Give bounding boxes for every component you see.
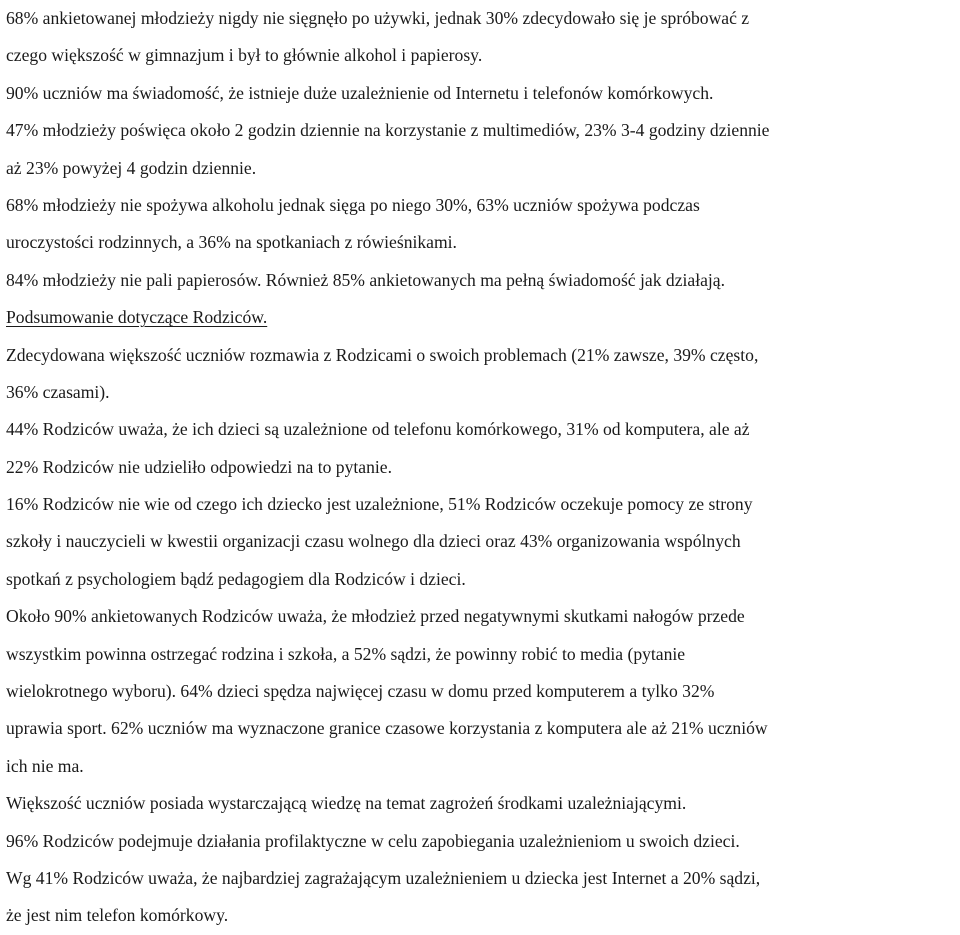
text-line: szkoły i nauczycieli w kwestii organizacji czasu wolnego dla dzieci oraz 43% organizowania wspólnych	[6, 531, 741, 552]
text-line: 90% uczniów ma świadomość, że istnieje duże uzależnienie od Internetu i telefonów komórkowych.	[6, 82, 714, 103]
paragraph-internet-addiction-awareness	[6, 75, 954, 112]
text-line: Większość uczniów posiada wystarczającą wiedzę na temat zagrożeń środkami uzależniającymi.	[6, 793, 687, 814]
paragraph-multimedia-time	[6, 112, 954, 187]
section-heading-parents-summary	[6, 299, 954, 336]
heading-text: Podsumowanie dotyczące Rodziców.	[6, 307, 268, 328]
document-body	[6, 0, 954, 935]
text-line: uprawia sport. 62% uczniów ma wyznaczone granice czasowe korzystania z komputera ale aż 21% uczniów	[6, 718, 768, 739]
paragraph-youth-stimulants	[6, 0, 954, 75]
paragraph-parent-prevention-actions	[6, 823, 954, 860]
paragraph-talking-with-parents	[6, 337, 954, 412]
text-line: 68% ankietowanej młodzieży nigdy nie sięgnęło po używki, jednak 30% zdecydowało się je spróbować z	[6, 8, 750, 28]
text-line: spotkań z psychologiem bądź pedagogiem dla Rodziców i dzieci.	[6, 568, 466, 589]
text-line: czego większość w gimnazjum i był to głównie alkohol i papierosy.	[6, 45, 483, 66]
paragraph-prevention-responsibility	[6, 598, 954, 785]
text-line: wszystkim powinna ostrzegać rodzina i szkoła, a 52% sądzi, że powinny robić to media (pytanie	[6, 643, 686, 664]
paragraph-greatest-threat	[6, 860, 954, 935]
text-line: 96% Rodziców podejmuje działania profilaktyczne w celu zapobiegania uzależnieniom u swoich dzieci.	[6, 830, 740, 851]
text-line: 44% Rodziców uważa, że ich dzieci są uzależnione od telefonu komórkowego, 31% od komputera, ale aż	[6, 419, 750, 440]
text-line: 16% Rodziców nie wie od czego ich dziecko jest uzależnione, 51% Rodziców oczekuje pomocy ze strony	[6, 494, 753, 515]
text-line: 84% młodzieży nie pali papierosów. Również 85% ankietowanych ma pełną świadomość jak działają.	[6, 269, 725, 290]
text-line: ich nie ma.	[6, 755, 84, 776]
paragraph-student-knowledge	[6, 785, 954, 822]
text-line: Zdecydowana większość uczniów rozmawia z Rodzicami o swoich problemach (21% zawsze, 39% często,	[6, 344, 759, 365]
paragraph-phone-addiction	[6, 411, 954, 486]
text-line: wielokrotnego wyboru). 64% dzieci spędza najwięcej czasu w domu przed komputerem a tylko 32%	[6, 681, 715, 702]
text-line: 22% Rodziców nie udzieliło odpowiedzi na to pytanie.	[6, 456, 392, 477]
text-line: 68% młodzieży nie spożywa alkoholu jednak sięga po niego 30%, 63% uczniów spożywa podczas	[6, 194, 700, 215]
text-line: Wg 41% Rodziców uważa, że najbardziej zagrażającym uzależnieniem u dziecka jest Internet a 20% sądzi,	[6, 867, 761, 888]
text-line: 47% młodzieży poświęca około 2 godzin dziennie na korzystanie z multimediów, 23% 3-4 godziny dziennie	[6, 120, 770, 141]
paragraph-school-help-expectations	[6, 486, 954, 598]
text-line: Około 90% ankietowanych Rodziców uważa, że młodzież przed negatywnymi skutkami nałogów przede	[6, 606, 745, 627]
text-line: 36% czasami).	[6, 381, 110, 402]
paragraph-alcohol	[6, 187, 954, 262]
text-line: że jest nim telefon komórkowy.	[6, 905, 229, 926]
text-line: aż 23% powyżej 4 godzin dziennie.	[6, 157, 257, 178]
paragraph-smoking	[6, 262, 954, 299]
text-line: uroczystości rodzinnych, a 36% na spotkaniach z rówieśnikami.	[6, 232, 457, 253]
